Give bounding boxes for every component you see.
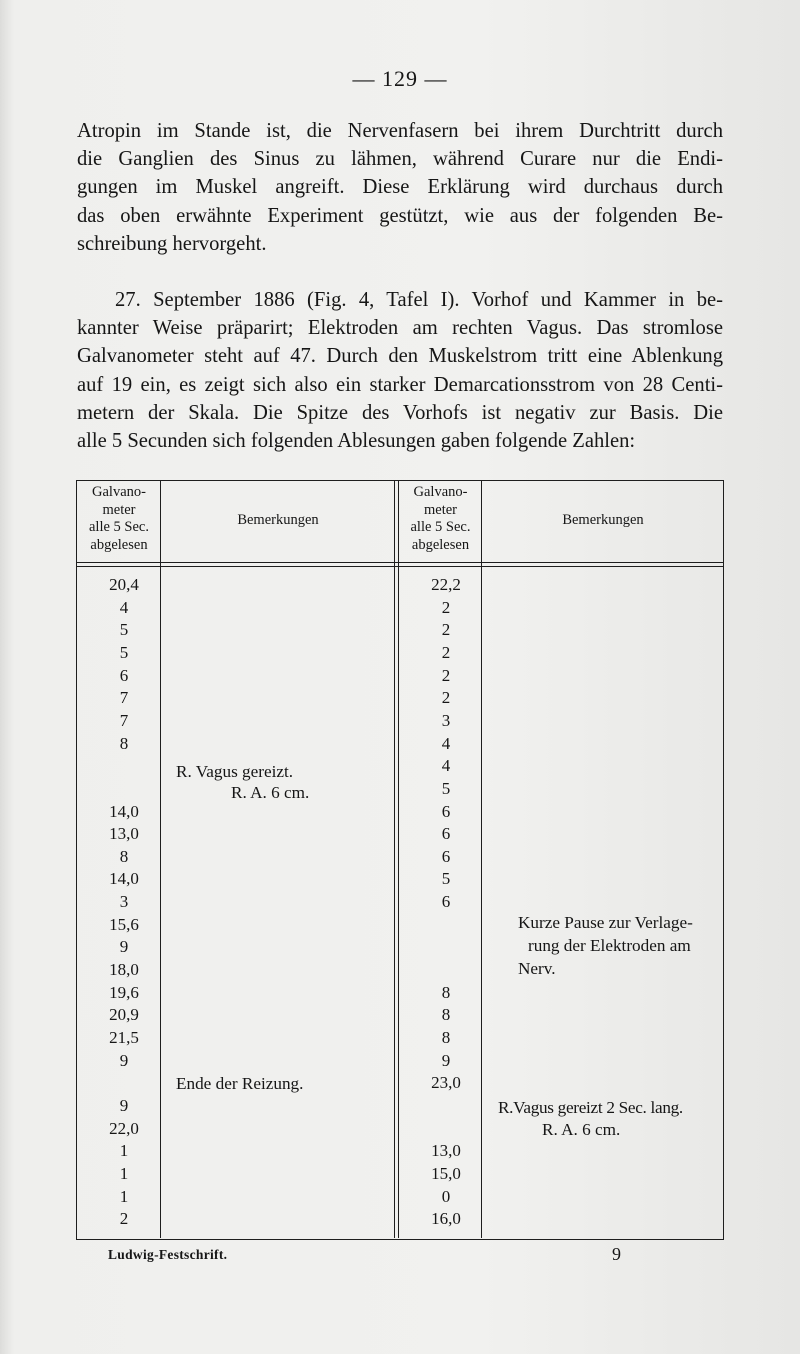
header-remarks-left: Bemerkungen [237,512,319,528]
remark-end-stimulation: Ende der Reizung. [176,1074,304,1093]
reading-cell: 2 [441,597,451,617]
text-line: das oben erwähnte Experiment gestützt, wie aus der folgenden Be- [77,204,723,227]
reading-cell: 6 [441,846,451,866]
text-line: gungen im Muskel angreift. Diese Erklärung wird durchaus durch [77,176,723,199]
text-line: alle 5 Secunden sich folgenden Ablesungen gaben folgende Zahlen: [77,430,636,453]
text-line: kannter Weise präparirt; Elektroden am rechten Vagus. Das stromlose [77,317,723,340]
reading-cell: 20,9 [109,1005,139,1025]
reading-cell: 5 [441,869,451,889]
reading-cell: 4 [441,733,451,753]
header-rule [76,566,724,567]
paragraph-intro [77,117,723,258]
reading-cell: 15,6 [109,914,139,934]
reading-cell: 2 [119,1209,129,1229]
text-line: Galvanometer steht auf 47. Durch den Muskelstrom tritt eine Ablenkung [77,345,723,368]
reading-cell: 3 [441,710,451,730]
reading-cell: 2 [441,620,451,640]
reading-cell: 18,0 [109,960,139,980]
reading-cell: 5 [441,778,451,798]
reading-cell: 16,0 [431,1209,461,1229]
readings-table [76,480,724,1240]
reading-cell: 8 [441,1005,451,1025]
text-line: schreibung hervorgeht. [77,232,267,255]
reading-cell: 1 [119,1163,129,1183]
reading-cell: 7 [119,710,129,730]
reading-cell: 22,0 [109,1118,139,1138]
remark-vagus-stimulated: R. Vagus gereizt. [176,762,294,781]
reading-cell: 6 [441,801,451,821]
reading-cell: 2 [441,642,451,662]
header-galvanometer-right: Galvano- meter alle 5 Sec. abgelesen [410,484,471,553]
reading-cell: 5 [119,620,129,640]
reading-cell: 8 [441,1028,451,1047]
reading-cell: 15,0 [431,1163,461,1183]
reading-cell: 13,0 [431,1141,461,1161]
reading-cell: 8 [119,846,129,866]
remark-vagus-2sec: R.Vagus gereizt 2 Sec. lang. [498,1098,683,1117]
column-divider [398,480,399,1238]
page-number: — 129 — [352,66,448,91]
paragraph-experiment [77,286,723,455]
reading-cell: 6 [441,824,451,844]
remark-pause-line2: rung der Elektroden am [528,936,691,955]
reading-cell: 14,0 [109,801,139,821]
text-line: auf 19 ein, es zeigt sich also ein starker Demarcationsstrom von 28 Centi- [77,373,723,396]
reading-cell: 4 [441,756,451,776]
reading-cell: 3 [119,892,129,912]
reading-cell: 6 [441,892,451,912]
reading-cell: 8 [119,733,129,753]
reading-cell: 2 [441,665,451,685]
remark-pause-line3: Nerv. [518,959,556,978]
reading-cell: 7 [119,688,129,708]
footer-publication: Ludwig-Festschrift. [108,1247,228,1262]
reading-cell: 13,0 [109,824,139,844]
reading-cell: 0 [441,1186,451,1206]
header-remarks-right: Bemerkungen [562,512,644,528]
reading-cell: 6 [119,665,129,685]
reading-cell: 20,4 [109,575,139,594]
column-divider [394,480,395,1238]
table-frame [76,480,724,1240]
reading-cell: 22,2 [431,575,461,594]
footer-signature-number: 9 [612,1244,621,1264]
column-divider [160,480,161,1238]
reading-cell: 9 [119,1095,129,1115]
reading-cell: 19,6 [109,982,139,1002]
reading-cell: 9 [119,937,129,957]
header-rule [76,562,724,563]
reading-cell: 9 [119,1050,129,1070]
reading-cell: 1 [119,1186,129,1206]
header-galvanometer-left: Galvano- meter alle 5 Sec. abgelesen [89,484,149,553]
remark-pause-line1: Kurze Pause zur Verlage- [518,913,693,932]
text-line: die Ganglien des Sinus zu lähmen, während Curare nur die Endi- [77,148,723,171]
remark-ra-distance: R. A. 6 cm. [231,783,310,802]
reading-cell: 14,0 [109,869,139,889]
reading-cell: 23,0 [431,1073,461,1093]
reading-cell: 5 [119,642,129,662]
text-line: Atropin im Stande ist, die Nervenfasern bei ihrem Durchtritt durch [77,120,723,142]
text-line: 27. September 1886 (Fig. 4, Tafel I). Vorhof und Kammer in be- [115,289,723,311]
reading-cell: 9 [441,1050,451,1070]
reading-cell: 21,5 [109,1028,139,1047]
reading-cell: 4 [119,597,129,617]
remark-ra-distance-right: R. A. 6 cm. [542,1120,621,1139]
reading-cell: 1 [119,1141,129,1161]
text-line: metern der Skala. Die Spitze des Vorhofs ist negativ zur Basis. Die [77,401,723,424]
reading-cell: 8 [441,982,451,1002]
reading-cell: 2 [441,688,451,708]
